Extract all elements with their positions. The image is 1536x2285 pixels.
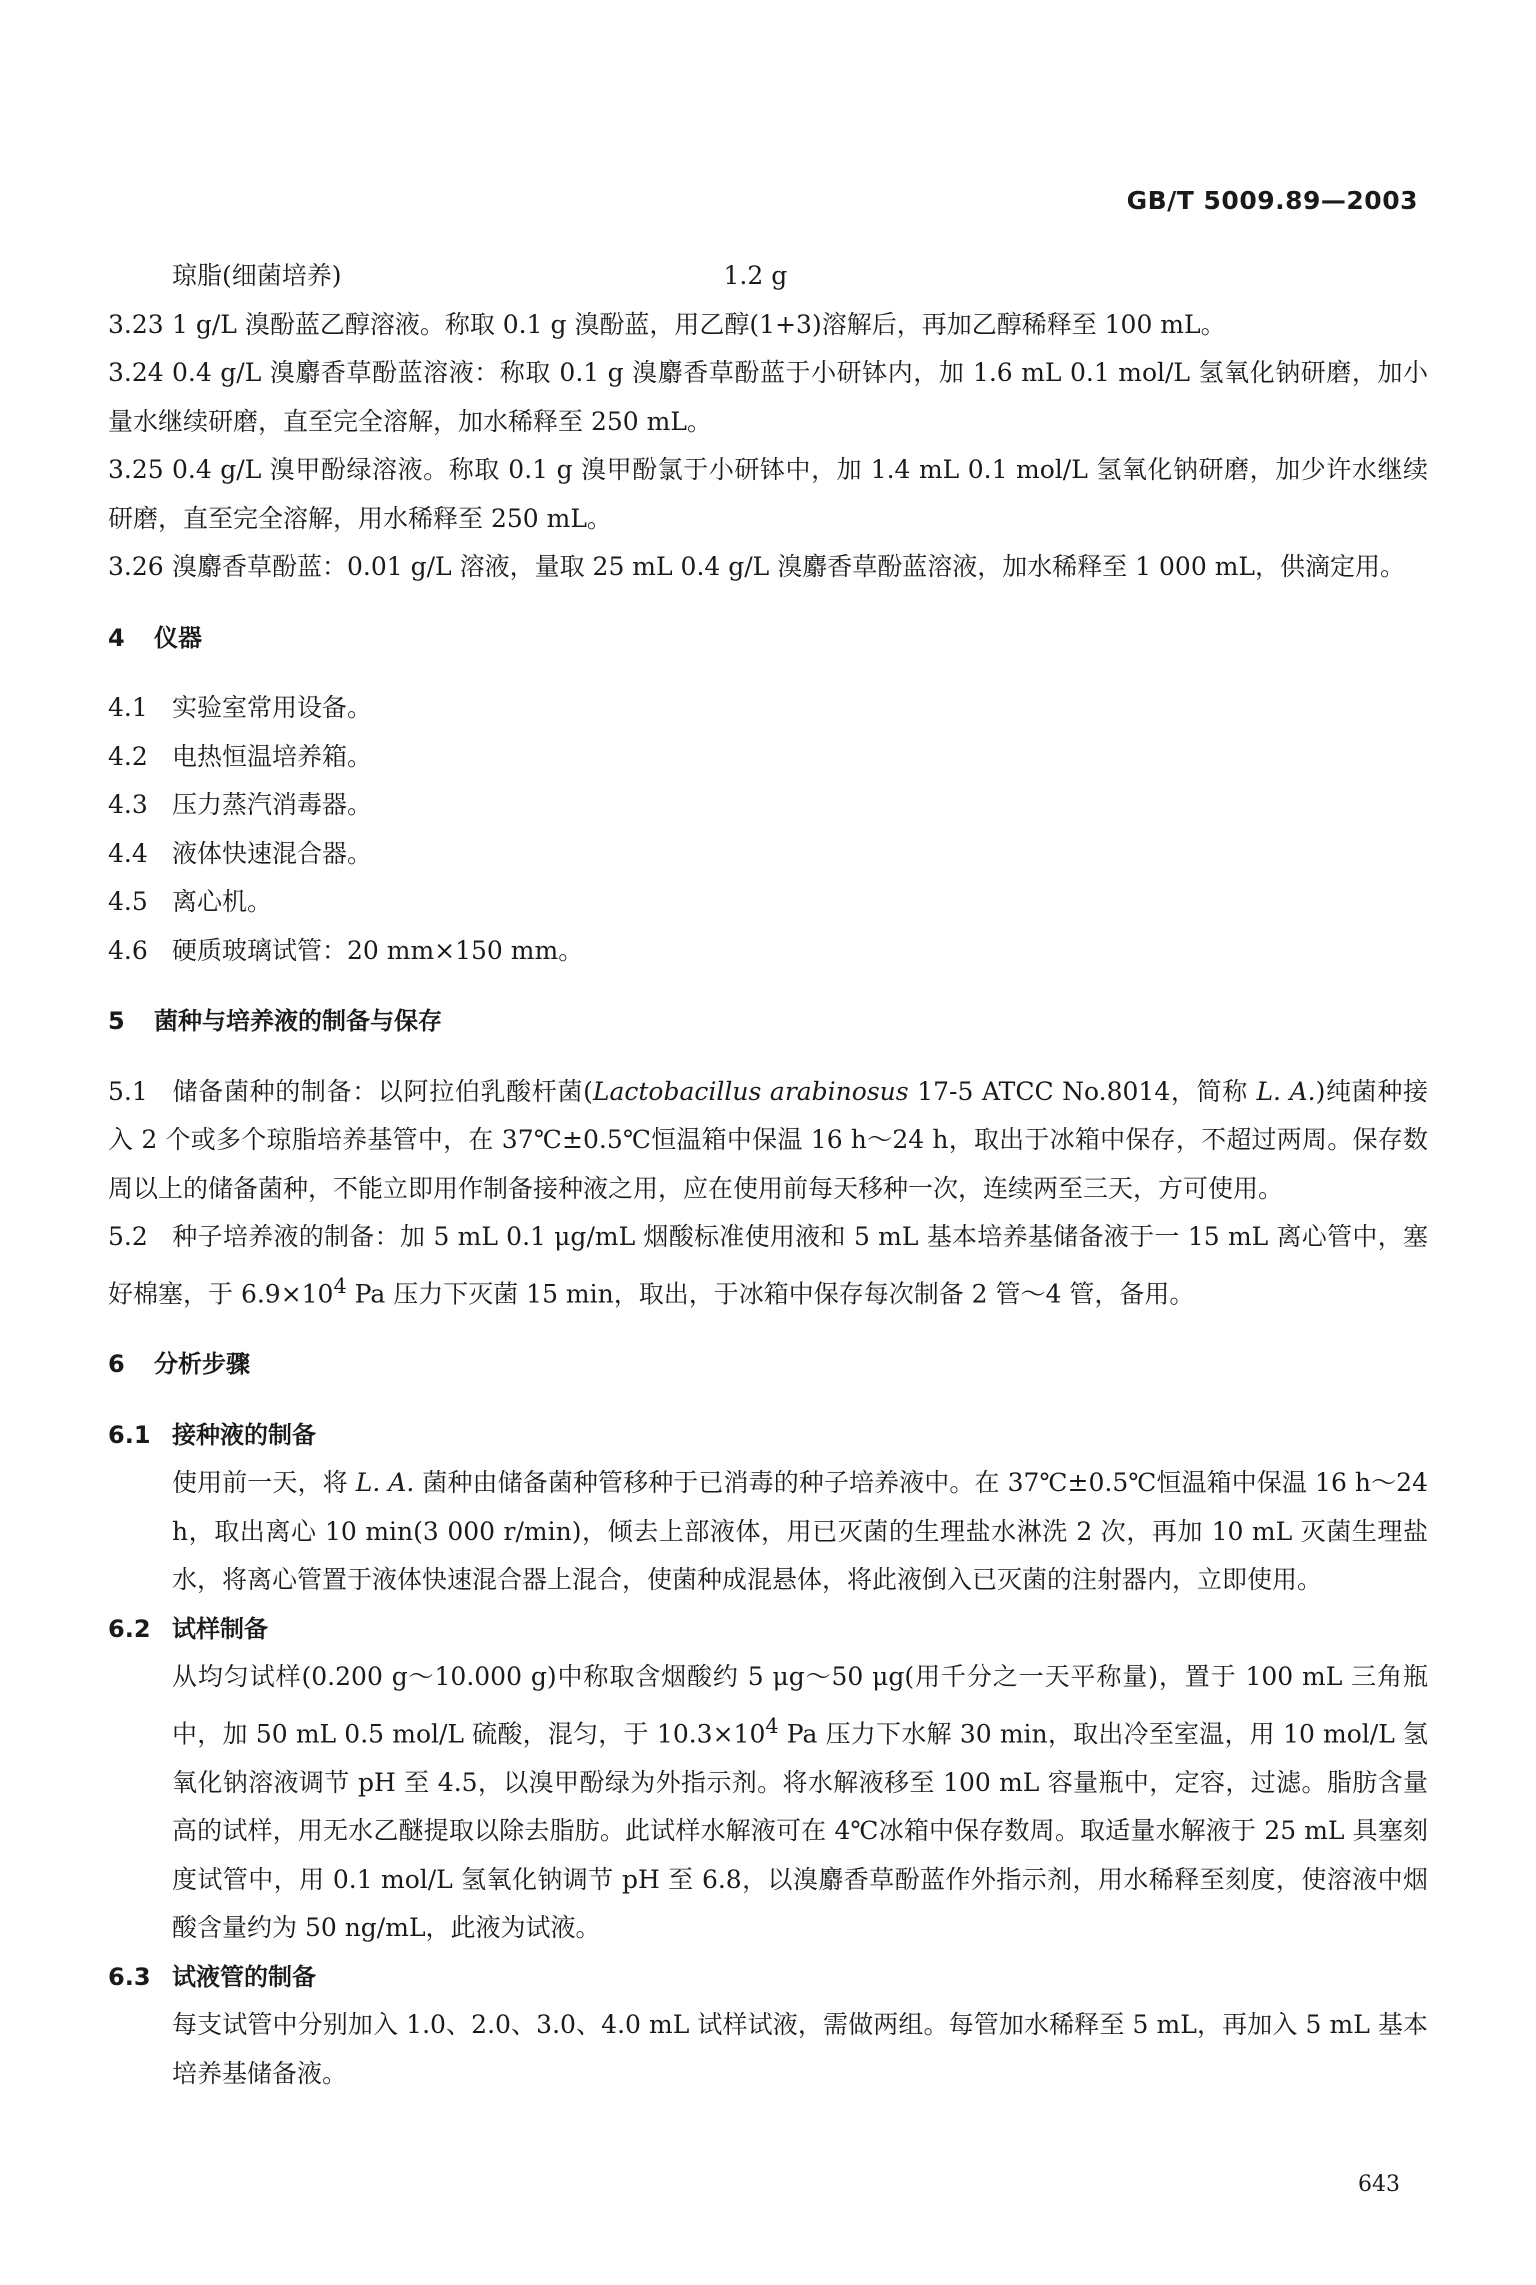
instrument-item xyxy=(108,781,1428,830)
section-title: 菌种与培养液的制备与保存 xyxy=(154,1007,442,1035)
clause-number: 5.2 xyxy=(108,1222,148,1251)
clause-text: 使用前一天，将 xyxy=(172,1468,356,1498)
clause-text: 菌种由储备菌种管移种于已消毒的种子培养液中。在 37℃±0.5℃恒温箱中保温 16 h～24 h，取出离心 10 min(3 000 r/min)，倾去上部液体，用已灭菌的生理盐水淋洗 2 次，再加 10 mL 灭菌生理盐水，将离心管置于液体快速混合器上混合，使菌种成混悬体，将此液倒入已灭菌的注射器内，立即使用。 xyxy=(172,1468,1428,1595)
section-heading-4 xyxy=(108,614,1428,663)
reagent-number: 3.25 xyxy=(108,455,164,484)
paragraph-6-3 xyxy=(108,2001,1428,2098)
item-number: 4.6 xyxy=(108,935,148,965)
clause-text: Pa 压力下水解 30 min，取出冷至室温，用 10 mol/L 氢氧化钠溶液调节 pH 至 4.5，以溴甲酚绿为外指示剂。将水解液移至 100 mL 容量瓶中，定容，过滤。脂肪含量高的试样，用无水乙醚提取以除去脂肪。此试样水解液可在 4℃冰箱中保存数周。取适量水解液于 25 mL 具塞刻度试管中，用 0.1 mol/L 氢氧化钠调节 pH 至 6.8，以溴麝香草酚蓝作外指示剂，用水稀释至刻度，使溶液中烟酸含量约为 50 ng/mL，此液为试液。 xyxy=(172,1719,1428,1943)
page-number: 643 xyxy=(1358,2172,1400,2197)
instrument-item xyxy=(108,878,1428,927)
section-title: 分析步骤 xyxy=(154,1350,250,1379)
reagent-number: 3.23 xyxy=(108,309,164,339)
section-number: 4 xyxy=(108,623,125,652)
item-text: 液体快速混合器。 xyxy=(172,838,373,868)
clause-text: 种子培养液的制备：加 5 mL 0.1 μg/mL 烟酸标准使用液和 5 mL 基本培养基储备液于一 15 mL 离心管中，塞好棉塞，于 6.9×10 xyxy=(108,1222,1428,1308)
clause-text: 储备菌种的制备：以阿拉伯乳酸杆菌( xyxy=(172,1076,593,1106)
section-number: 5 xyxy=(108,1007,125,1035)
reagent-text: 1 g/L 溴酚蓝乙醇溶液。称取 0.1 g 溴酚蓝，用乙醇(1+3)溶解后，再加乙醇稀释至 100 mL。 xyxy=(172,309,1226,339)
subsection-heading-6-1 xyxy=(108,1411,1428,1460)
reagent-text: 0.4 g/L 溴甲酚绿溶液。称取 0.1 g 溴甲酚氯于小研钵中，加 1.4 mL 0.1 mol/L 氢氧化钠研磨，加少许水继续研磨，直至完全溶解，用水稀释至 250 mL。 xyxy=(108,455,1428,533)
clause-text: 每支试管中分别加入 1.0、2.0、3.0、4.0 mL 试样试液，需做两组。每管加水稀释至 5 mL，再加入 5 mL 基本培养基储备液。 xyxy=(172,2010,1428,2088)
item-number: 4.1 xyxy=(108,693,148,722)
clause-text: )纯菌种接入 2 个或多个琼脂培养基管中，在 37℃±0.5℃恒温箱中保温 16 h～24 h，取出于冰箱中保存，不超过两周。保存数周以上的储备菌种，不能立即用作制备接种液之用，应在使用前每天移种一次，连续两至三天，方可使用。 xyxy=(108,1076,1428,1203)
section-heading-5 xyxy=(108,997,1428,1046)
reagent-number: 3.24 xyxy=(108,358,164,387)
item-number: 4.5 xyxy=(108,887,148,916)
subsection-heading-6-2 xyxy=(108,1605,1428,1654)
item-text: 离心机。 xyxy=(172,887,273,916)
species-abbreviation: L. A. xyxy=(1256,1076,1316,1106)
instrument-item xyxy=(108,684,1428,733)
item-number: 4.3 xyxy=(108,790,148,819)
section-heading-6 xyxy=(108,1340,1428,1389)
species-name: Lactobacillus arabinosus xyxy=(592,1076,909,1106)
subsection-number: 6.2 xyxy=(108,1614,151,1643)
subsection-number: 6.1 xyxy=(108,1420,151,1449)
item-text: 实验室常用设备。 xyxy=(172,693,373,722)
paragraph-6-2 xyxy=(108,1653,1428,1952)
clause-text: Pa 压力下灭菌 15 min，取出，于冰箱中保存每次制备 2 管～4 管，备用。 xyxy=(346,1278,1195,1308)
exponent: 4 xyxy=(765,1713,779,1738)
clause-number: 5.1 xyxy=(108,1076,148,1106)
item-text: 压力蒸汽消毒器。 xyxy=(172,790,373,819)
subsection-heading-6-3 xyxy=(108,1953,1428,2002)
clause-text: 从均匀试样(0.200 g～10.000 g)中称取含烟酸约 5 μg～50 μg(用千分之一天平称量)，置于 100 mL 三角瓶中，加 50 mL 0.5 mol/L 硫酸，混匀，于 10.3×10 xyxy=(172,1662,1428,1749)
reagent-3-23 xyxy=(108,301,1428,350)
clause-text: 17-5 ATCC No.8014，简称 xyxy=(908,1076,1257,1106)
subsection-title: 试液管的制备 xyxy=(172,1962,316,1991)
reagent-text: 0.4 g/L 溴麝香草酚蓝溶液：称取 0.1 g 溴麝香草酚蓝于小研钵内，加 1.6 mL 0.1 mol/L 氢氧化钠研磨，加小量水继续研磨，直至完全溶解，加水稀释至 250 mL。 xyxy=(108,358,1428,436)
reagent-3-26 xyxy=(108,543,1428,592)
reagent-3-24 xyxy=(108,349,1428,446)
agar-amount: 1.2 g xyxy=(723,261,788,290)
item-text: 硬质玻璃试管：20 mm×150 mm。 xyxy=(172,935,584,965)
item-text: 电热恒温培养箱。 xyxy=(172,741,373,771)
subsection-title: 接种液的制备 xyxy=(172,1420,316,1449)
instrument-item xyxy=(108,733,1428,782)
paragraph-6-1 xyxy=(108,1459,1428,1605)
section-number: 6 xyxy=(108,1350,125,1379)
instrument-item xyxy=(108,927,1428,976)
reagent-number: 3.26 xyxy=(108,552,164,581)
standard-number: GB/T 5009.89—2003 xyxy=(1126,186,1418,215)
subsection-number: 6.3 xyxy=(108,1962,151,1991)
reagent-3-25 xyxy=(108,446,1428,543)
exponent: 4 xyxy=(333,1273,347,1298)
section-title: 仪器 xyxy=(154,623,202,652)
reagent-text: 溴麝香草酚蓝：0.01 g/L 溶液，量取 25 mL 0.4 g/L 溴麝香草酚蓝溶液，加水稀释至 1 000 mL，供滴定用。 xyxy=(172,552,1405,581)
subsection-title: 试样制备 xyxy=(172,1614,268,1643)
agar-label: 琼脂(细菌培养) xyxy=(172,261,342,290)
paragraph-5-1 xyxy=(108,1068,1428,1214)
item-number: 4.4 xyxy=(108,838,148,868)
item-number: 4.2 xyxy=(108,741,148,771)
species-abbreviation: L. A. xyxy=(355,1468,415,1498)
page-content xyxy=(108,252,1428,2098)
instrument-item xyxy=(108,830,1428,879)
agar-line xyxy=(108,252,1428,301)
paragraph-5-2 xyxy=(108,1213,1428,1318)
